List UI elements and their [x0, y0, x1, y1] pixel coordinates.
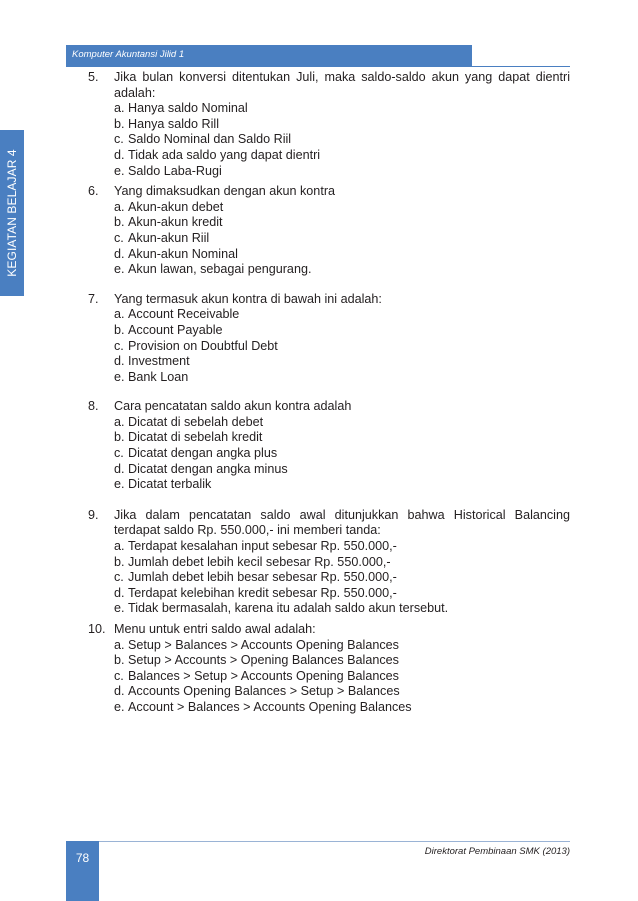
question-text: Menu untuk entri saldo awal adalah:	[114, 622, 316, 636]
option-text: Jumlah debet lebih kecil sebesar Rp. 550.000,-	[128, 554, 391, 569]
option-letter: c.	[114, 570, 124, 585]
option-text: Provision on Doubtful Debt	[128, 338, 278, 353]
answer-option	[114, 132, 570, 148]
question-number: 10.	[88, 622, 106, 636]
option-letter: d.	[114, 354, 125, 369]
option-text: Hanya saldo Nominal	[128, 101, 248, 116]
option-letter: a.	[114, 414, 125, 429]
answer-option	[114, 101, 570, 117]
option-text: Akun lawan, sebagai pengurang.	[128, 262, 312, 277]
option-letter: c.	[114, 338, 124, 353]
option-text: Dicatat dengan angka plus	[128, 446, 278, 461]
option-text: Dicatat di sebelah kredit	[128, 430, 263, 445]
option-letter: c.	[114, 446, 124, 461]
answer-option	[114, 462, 570, 478]
option-letter: d.	[114, 246, 125, 261]
option-text: Account > Balances > Accounts Opening Balances	[128, 699, 412, 714]
option-letter: a.	[114, 199, 125, 214]
answer-option	[114, 148, 570, 164]
answer-option	[114, 200, 570, 216]
question-8	[88, 399, 570, 493]
answer-option	[114, 555, 570, 571]
side-tab-label: KEGIATAN BELAJAR 4	[5, 149, 19, 277]
answer-option	[114, 586, 570, 602]
option-text: Setup > Accounts > Opening Balances Balances	[128, 653, 399, 668]
option-letter: d.	[114, 585, 125, 600]
header-rule	[472, 66, 570, 67]
question-number: 6.	[88, 184, 99, 199]
page-number-box	[66, 841, 99, 901]
answer-option	[114, 638, 570, 654]
option-text: Account Receivable	[128, 307, 240, 322]
option-letter: e.	[114, 477, 125, 492]
option-text: Akun-akun kredit	[128, 215, 223, 230]
option-letter: e.	[114, 601, 125, 616]
question-text: Yang termasuk akun kontra di bawah ini adalah:	[114, 291, 382, 306]
question-list	[88, 70, 570, 716]
answer-option	[114, 539, 570, 555]
answer-option	[114, 247, 570, 263]
option-text: Saldo Laba-Rugi	[128, 163, 222, 178]
option-letter: e.	[114, 163, 125, 178]
option-letter: c.	[114, 668, 124, 683]
question-7	[88, 292, 570, 386]
option-text: Hanya saldo Rill	[128, 116, 219, 131]
answer-option	[114, 231, 570, 247]
option-text: Tidak ada saldo yang dapat dientri	[128, 147, 321, 162]
question-9	[88, 508, 570, 617]
option-text: Dicatat dengan angka minus	[128, 461, 288, 476]
option-text: Saldo Nominal dan Saldo Riil	[128, 132, 292, 147]
option-letter: b.	[114, 215, 125, 230]
option-text: Investment	[128, 354, 190, 369]
answer-option	[114, 339, 570, 355]
answer-option	[114, 570, 570, 586]
option-text: Jumlah debet lebih besar sebesar Rp. 550.000,-	[128, 570, 397, 585]
option-text: Account Payable	[128, 322, 223, 337]
option-text: Setup > Balances > Accounts Opening Balances	[128, 637, 399, 652]
option-letter: d.	[114, 147, 125, 162]
option-letter: a.	[114, 637, 125, 652]
answer-option	[114, 446, 570, 462]
answer-option	[114, 684, 570, 700]
question-number: 7.	[88, 291, 99, 306]
option-text: Dicatat terbalik	[128, 477, 212, 492]
option-text: Akun-akun Nominal	[128, 246, 238, 261]
option-letter: b.	[114, 554, 125, 569]
answer-option	[114, 354, 570, 370]
footer-publisher: Direktorat Pembinaan SMK (2013)	[424, 846, 570, 857]
option-text: Terdapat kelebihan kredit sebesar Rp. 550.000,-	[128, 585, 397, 600]
option-text: Dicatat di sebelah debet	[128, 414, 264, 429]
option-text: Balances > Setup > Accounts Opening Balances	[128, 668, 399, 683]
answer-option	[114, 215, 570, 231]
answer-option	[114, 117, 570, 133]
question-text: Yang dimaksudkan dengan akun kontra	[114, 184, 336, 199]
option-text: Akun-akun debet	[128, 199, 224, 214]
header-title: Komputer Akuntansi Jilid 1	[72, 49, 185, 60]
answer-option	[114, 669, 570, 685]
question-number: 5.	[88, 70, 99, 84]
question-6	[88, 184, 570, 278]
option-text: Bank Loan	[128, 369, 189, 384]
answer-option	[114, 601, 570, 617]
footer-rule	[66, 841, 570, 842]
option-letter: c.	[114, 230, 124, 245]
option-letter: d.	[114, 684, 125, 699]
question-number: 8.	[88, 399, 99, 414]
answer-option	[114, 370, 570, 386]
option-letter: d.	[114, 461, 125, 476]
option-letter: e.	[114, 699, 125, 714]
question-text: Jika bulan konversi ditentukan Juli, maka saldo-saldo akun yang dapat dientri adalah:	[114, 70, 570, 100]
question-text: Jika dalam pencatatan saldo awal ditunjukkan bahwa Historical Balancing terdapat saldo Rp. 550.000,- ini memberi tanda:	[114, 507, 570, 538]
option-letter: b.	[114, 322, 125, 337]
option-letter: a.	[114, 539, 125, 554]
answer-option	[114, 700, 570, 716]
option-letter: c.	[114, 132, 124, 147]
option-letter: e.	[114, 369, 125, 384]
option-letter: a.	[114, 101, 125, 116]
option-letter: b.	[114, 653, 125, 668]
option-letter: b.	[114, 116, 125, 131]
question-number: 9.	[88, 507, 99, 522]
answer-option	[114, 415, 570, 431]
option-text: Tidak bermasalah, karena itu adalah saldo akun tersebut.	[128, 601, 449, 616]
page-number: 78	[75, 851, 90, 865]
answer-option	[114, 653, 570, 669]
answer-option	[114, 262, 570, 278]
question-5	[88, 70, 570, 179]
answer-option	[114, 430, 570, 446]
answer-option	[114, 323, 570, 339]
option-text: Accounts Opening Balances > Setup > Balances	[128, 684, 400, 699]
answer-option	[114, 307, 570, 323]
option-letter: a.	[114, 307, 125, 322]
option-text: Akun-akun Riil	[128, 230, 210, 245]
option-text: Terdapat kesalahan input sebesar Rp. 550.000,-	[128, 539, 397, 554]
question-text: Cara pencatatan saldo akun kontra adalah	[114, 399, 352, 414]
question-10	[88, 622, 570, 716]
option-letter: b.	[114, 430, 125, 445]
answer-option	[114, 164, 570, 180]
answer-option	[114, 477, 570, 493]
option-letter: e.	[114, 262, 125, 277]
